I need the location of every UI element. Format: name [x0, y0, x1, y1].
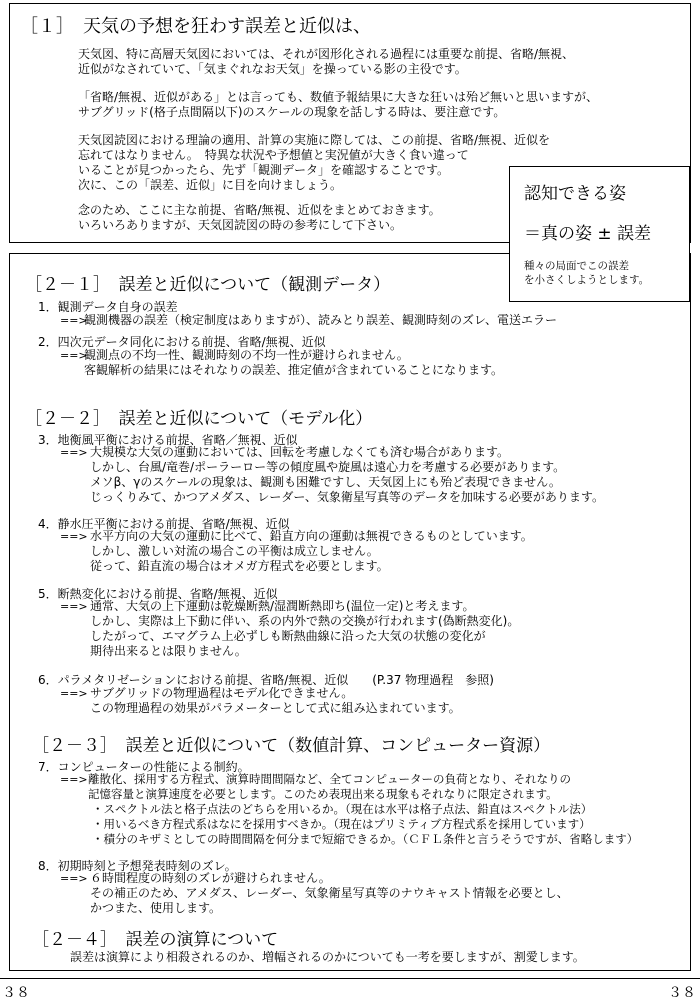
- intro-paragraph: [78, 47, 574, 77]
- text-line: メソβ、γのスケールの現象は、観測も困難ですし、天気図上にも殆ど表現できません。: [90, 475, 561, 489]
- text-line: その補正のため、アメダス、レーダー、気象衛星写真等のナウキャスト情報を必要とし、: [90, 886, 569, 900]
- text-line: ・積分のキザミとしての時間間隔を何分まで短縮できるか。（ＣＦＬ条件と言うそうですが、省略します）: [92, 832, 639, 846]
- item-body: [90, 529, 533, 574]
- item-heading: 8．初期時刻と予想発表時刻のズレ。: [38, 859, 237, 873]
- section2-3-title: ［２－３］ 誤差と近似について（数値計算、コンピューター資源）: [32, 736, 551, 756]
- text-line: しかし、激しい対流の場合この平衡は成立しません。: [90, 544, 379, 558]
- text-line: 通常、大気の上下運動は乾燥断熱/湿潤断熱即ち(温位一定)と考えます。: [90, 599, 475, 613]
- arrow-marker: ==>: [60, 314, 88, 327]
- text-line: サブグリッドの物理過程はモデル化できません。: [90, 686, 354, 700]
- arrow-marker: ==>: [60, 773, 88, 786]
- text-line: いることが見つかったら、先ず「観測データ」を確認することです。: [78, 163, 450, 177]
- text-line: 近似がなされていて、「気まぐれなお天気」を操っている影の主役です。: [78, 62, 467, 76]
- arrow-marker: ==>: [60, 349, 88, 362]
- arrow-marker: ==>: [60, 872, 88, 885]
- item-heading: 6．パラメタリゼーションにおける前提、省略/無視、近似 (P.37 物理過程 参照): [38, 673, 494, 687]
- arrow-marker: ==>: [60, 530, 88, 543]
- item-body: [88, 772, 638, 847]
- text-line: 記憶容量と演算速度を必要とします。このため表現出来る現象もそれなりに限定されます。: [88, 787, 558, 801]
- item-body: [90, 686, 461, 716]
- item-heading: 2．四次元データ同化における前提、省略/無視、近似: [38, 335, 326, 349]
- text-line: を小さくしようとします。: [524, 274, 650, 286]
- text-line: 「省略/無視、近似がある」とは言っても、数値予報結果に大きな狂いは殆ど無いと思いますが、: [78, 90, 599, 104]
- text-line: ・スペクトル法と格子点法のどちらを用いるか。（現在は水平は格子点法、鉛直はスペクトル法）: [92, 802, 593, 816]
- text-line: 種々の局面でこの誤差: [524, 260, 629, 272]
- callout-line1: 認知できる姿: [524, 184, 626, 204]
- text-line: この物理過程の効果がパラメーターとして式に組み込まれています。: [90, 701, 461, 715]
- text-line: じっくりみて、かつアメダス、レーダー、気象衛星写真等のデータを加味する必要があります。: [90, 490, 604, 504]
- text-line: したがって、エマグラム上必ずしも断熱曲線に沿った大気の状態の変化が: [90, 629, 486, 643]
- intro-paragraph: [78, 203, 441, 233]
- text-line: 水平方向の大気の運動に比べて、鉛直方向の運動は無視できるものとしています。: [90, 529, 533, 543]
- text-line: 忘れてはなりません。 特異な状況や予想値と実況値が大きく食い違って: [78, 148, 469, 162]
- text-line: 大規模な大気の運動においては、回転を考慮しなくても済む場合があります。: [90, 445, 510, 459]
- text-line: 期待出来るとは限りません。: [90, 644, 247, 658]
- callout-note: [524, 259, 649, 287]
- text-line: 天気図読図における理論の適用、計算の実施に際しては、この前提、省略/無視、近似を: [78, 133, 551, 147]
- arrow-marker: ==>: [60, 687, 88, 700]
- section1-title: ［１］ 天気の予想を狂わす誤差と近似は、: [20, 16, 371, 37]
- item-body: [90, 599, 519, 659]
- page-number-left: ３８: [2, 985, 30, 1001]
- text-line: いろいろありますが、天気図読図の時の参考にして下さい。: [78, 218, 403, 232]
- text-line: 天気図、特に高層天気図においては、それが図形化される過程には重要な前提、省略/無視、: [78, 47, 575, 61]
- text-line: サブグリッド(格子点間隔以下)のスケールの現象を話しする時は、要注意です。: [78, 105, 506, 119]
- text-line: しかし、台風/竜巻/ポーラーロー等の傾度風や旋風は遠心力を考慮する必要があります。: [90, 460, 566, 474]
- text-line: 離散化、採用する方程式、演算時間間隔など、全てコンピューターの負荷となり、それなりの: [88, 772, 571, 786]
- item-heading: 3．地衡風平衡における前提、省略／無視、近似: [38, 433, 298, 447]
- text-line: 観測機器の誤差（検定制度はありますが）、読みとり誤差、観測時刻のズレ、電送エラー: [84, 313, 558, 327]
- section2-2-title: ［２－２］ 誤差と近似について（モデル化）: [25, 409, 373, 429]
- text-line: 従って、鉛直流の場合はオメガ方程式を必要とします。: [90, 559, 389, 573]
- arrow-marker: ==>: [60, 446, 88, 459]
- text-line: 念のため、ここに主な前提、省略/無視、近似をまとめておきます。: [78, 203, 441, 217]
- callout-line2: ＝真の姿 ± 誤差: [524, 224, 652, 244]
- item-body: [84, 348, 503, 378]
- text-line: ・用いるべき方程式系はなにを採用すべきか。（現在はプリミティブ方程式系を採用しています）: [92, 817, 591, 831]
- footer-divider: [0, 978, 700, 979]
- arrow-marker: ==>: [60, 600, 88, 613]
- item-body: [90, 445, 604, 505]
- item-heading: 7．コンピューターの性能による制約。: [38, 760, 250, 774]
- text-line: 客観解析の結果にはそれなりの誤差、推定値が含まれていることになります。: [84, 363, 504, 377]
- text-line: ６時間程度の時刻のズレが避けられません。: [90, 871, 331, 885]
- text-line: 次に、この「誤差、近似」に目を向けましょう。: [78, 178, 343, 192]
- page-number-right: ３８: [668, 985, 696, 1001]
- section2-4-text: 誤差は演算により相殺されるのか、増幅されるのかについても一考を要しますが、割愛します。: [70, 950, 585, 964]
- item-heading: 4．静水圧平衡における前提、省略/無視、近似: [38, 517, 290, 531]
- intro-paragraph: [78, 90, 598, 120]
- callout-box: [509, 166, 690, 302]
- item-body: [84, 313, 557, 328]
- item-heading: 5．断熱変化における前提、省略/無視、近似: [38, 587, 278, 601]
- text-line: かつまた、使用します。: [90, 901, 222, 915]
- section2-1-title: ［２－１］ 誤差と近似について（観測データ）: [25, 275, 391, 295]
- item-body: [90, 871, 569, 916]
- item-heading: 1．観測データ自身の誤差: [38, 300, 178, 314]
- section2-4-title: ［２－４］ 誤差の演算について: [32, 930, 279, 950]
- text-line: 観測点の不均一性、観測時刻の不均一性が避けられません。: [84, 348, 409, 362]
- text-line: しかし、実際は上下動に伴い、系の内外で熱の交換が行われます(偽断熱変化)。: [90, 614, 520, 628]
- intro-paragraph: [78, 133, 550, 193]
